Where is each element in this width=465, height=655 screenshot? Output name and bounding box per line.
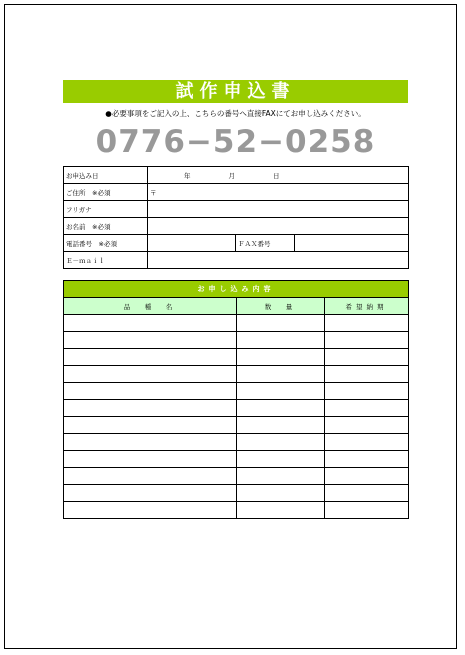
order-row (64, 315, 409, 332)
tel-label: 電話番号 ※必須 (64, 235, 148, 252)
product-cell[interactable] (64, 315, 237, 332)
fax-label: ＦＡＸ番号 (236, 235, 295, 252)
fax-field[interactable] (295, 235, 409, 252)
product-cell[interactable] (64, 383, 237, 400)
order-row (64, 417, 409, 434)
name-field[interactable] (148, 218, 409, 235)
col-quantity: 数 量 (237, 298, 325, 315)
quantity-cell[interactable] (237, 468, 325, 485)
delivery-cell[interactable] (325, 315, 409, 332)
name-label: お名前 ※必須 (64, 218, 148, 235)
col-product-name: 品 種 名 (64, 298, 237, 315)
order-row (64, 332, 409, 349)
instruction-note: ●必要事項をご記入の上、こちらの番号へ直接FAXにてお申し込みください。 (105, 109, 366, 118)
delivery-cell[interactable] (325, 366, 409, 383)
product-cell[interactable] (64, 434, 237, 451)
email-field[interactable] (148, 252, 409, 269)
order-row (64, 383, 409, 400)
delivery-cell[interactable] (325, 485, 409, 502)
quantity-cell[interactable] (237, 434, 325, 451)
quantity-cell[interactable] (237, 400, 325, 417)
delivery-cell[interactable] (325, 332, 409, 349)
order-row (64, 400, 409, 417)
applicant-info-table (63, 166, 409, 269)
product-cell[interactable] (64, 332, 237, 349)
product-cell[interactable] (64, 400, 237, 417)
quantity-cell[interactable] (237, 485, 325, 502)
address-field[interactable] (148, 184, 409, 201)
delivery-cell[interactable] (325, 502, 409, 519)
quantity-cell[interactable] (237, 366, 325, 383)
order-row (64, 434, 409, 451)
product-cell[interactable] (64, 349, 237, 366)
postal-mark: 〒 (150, 188, 157, 197)
order-table (63, 280, 409, 519)
order-header: お申し込み内容 (64, 281, 409, 298)
form-title: 試作申込書 (63, 80, 408, 103)
address-label: ご住所 ※必須 (64, 184, 148, 201)
order-row (64, 366, 409, 383)
delivery-cell[interactable] (325, 383, 409, 400)
quantity-cell[interactable] (237, 451, 325, 468)
date-label: お申込み日 (64, 167, 148, 184)
product-cell[interactable] (64, 451, 237, 468)
order-row (64, 468, 409, 485)
delivery-cell[interactable] (325, 468, 409, 485)
tel-field[interactable] (148, 235, 236, 252)
quantity-cell[interactable] (237, 502, 325, 519)
fax-number: 0776−52−0258 (95, 124, 376, 160)
email-label: Ｅ－ｍａｉｌ (64, 252, 148, 269)
date-field[interactable] (148, 167, 409, 184)
order-row (64, 349, 409, 366)
quantity-cell[interactable] (237, 332, 325, 349)
quantity-cell[interactable] (237, 349, 325, 366)
delivery-cell[interactable] (325, 417, 409, 434)
delivery-cell[interactable] (325, 400, 409, 417)
product-cell[interactable] (64, 485, 237, 502)
order-row (64, 502, 409, 519)
quantity-cell[interactable] (237, 315, 325, 332)
furigana-label: フリガナ (64, 201, 148, 218)
product-cell[interactable] (64, 468, 237, 485)
delivery-cell[interactable] (325, 451, 409, 468)
year-label: 年 (184, 171, 191, 180)
month-label: 月 (228, 171, 235, 180)
furigana-field[interactable] (148, 201, 409, 218)
order-row (64, 485, 409, 502)
product-cell[interactable] (64, 502, 237, 519)
delivery-cell[interactable] (325, 434, 409, 451)
quantity-cell[interactable] (237, 383, 325, 400)
day-label: 日 (273, 171, 280, 180)
product-cell[interactable] (64, 417, 237, 434)
col-delivery-date: 希望納期 (325, 298, 409, 315)
quantity-cell[interactable] (237, 417, 325, 434)
order-row (64, 451, 409, 468)
product-cell[interactable] (64, 366, 237, 383)
delivery-cell[interactable] (325, 349, 409, 366)
